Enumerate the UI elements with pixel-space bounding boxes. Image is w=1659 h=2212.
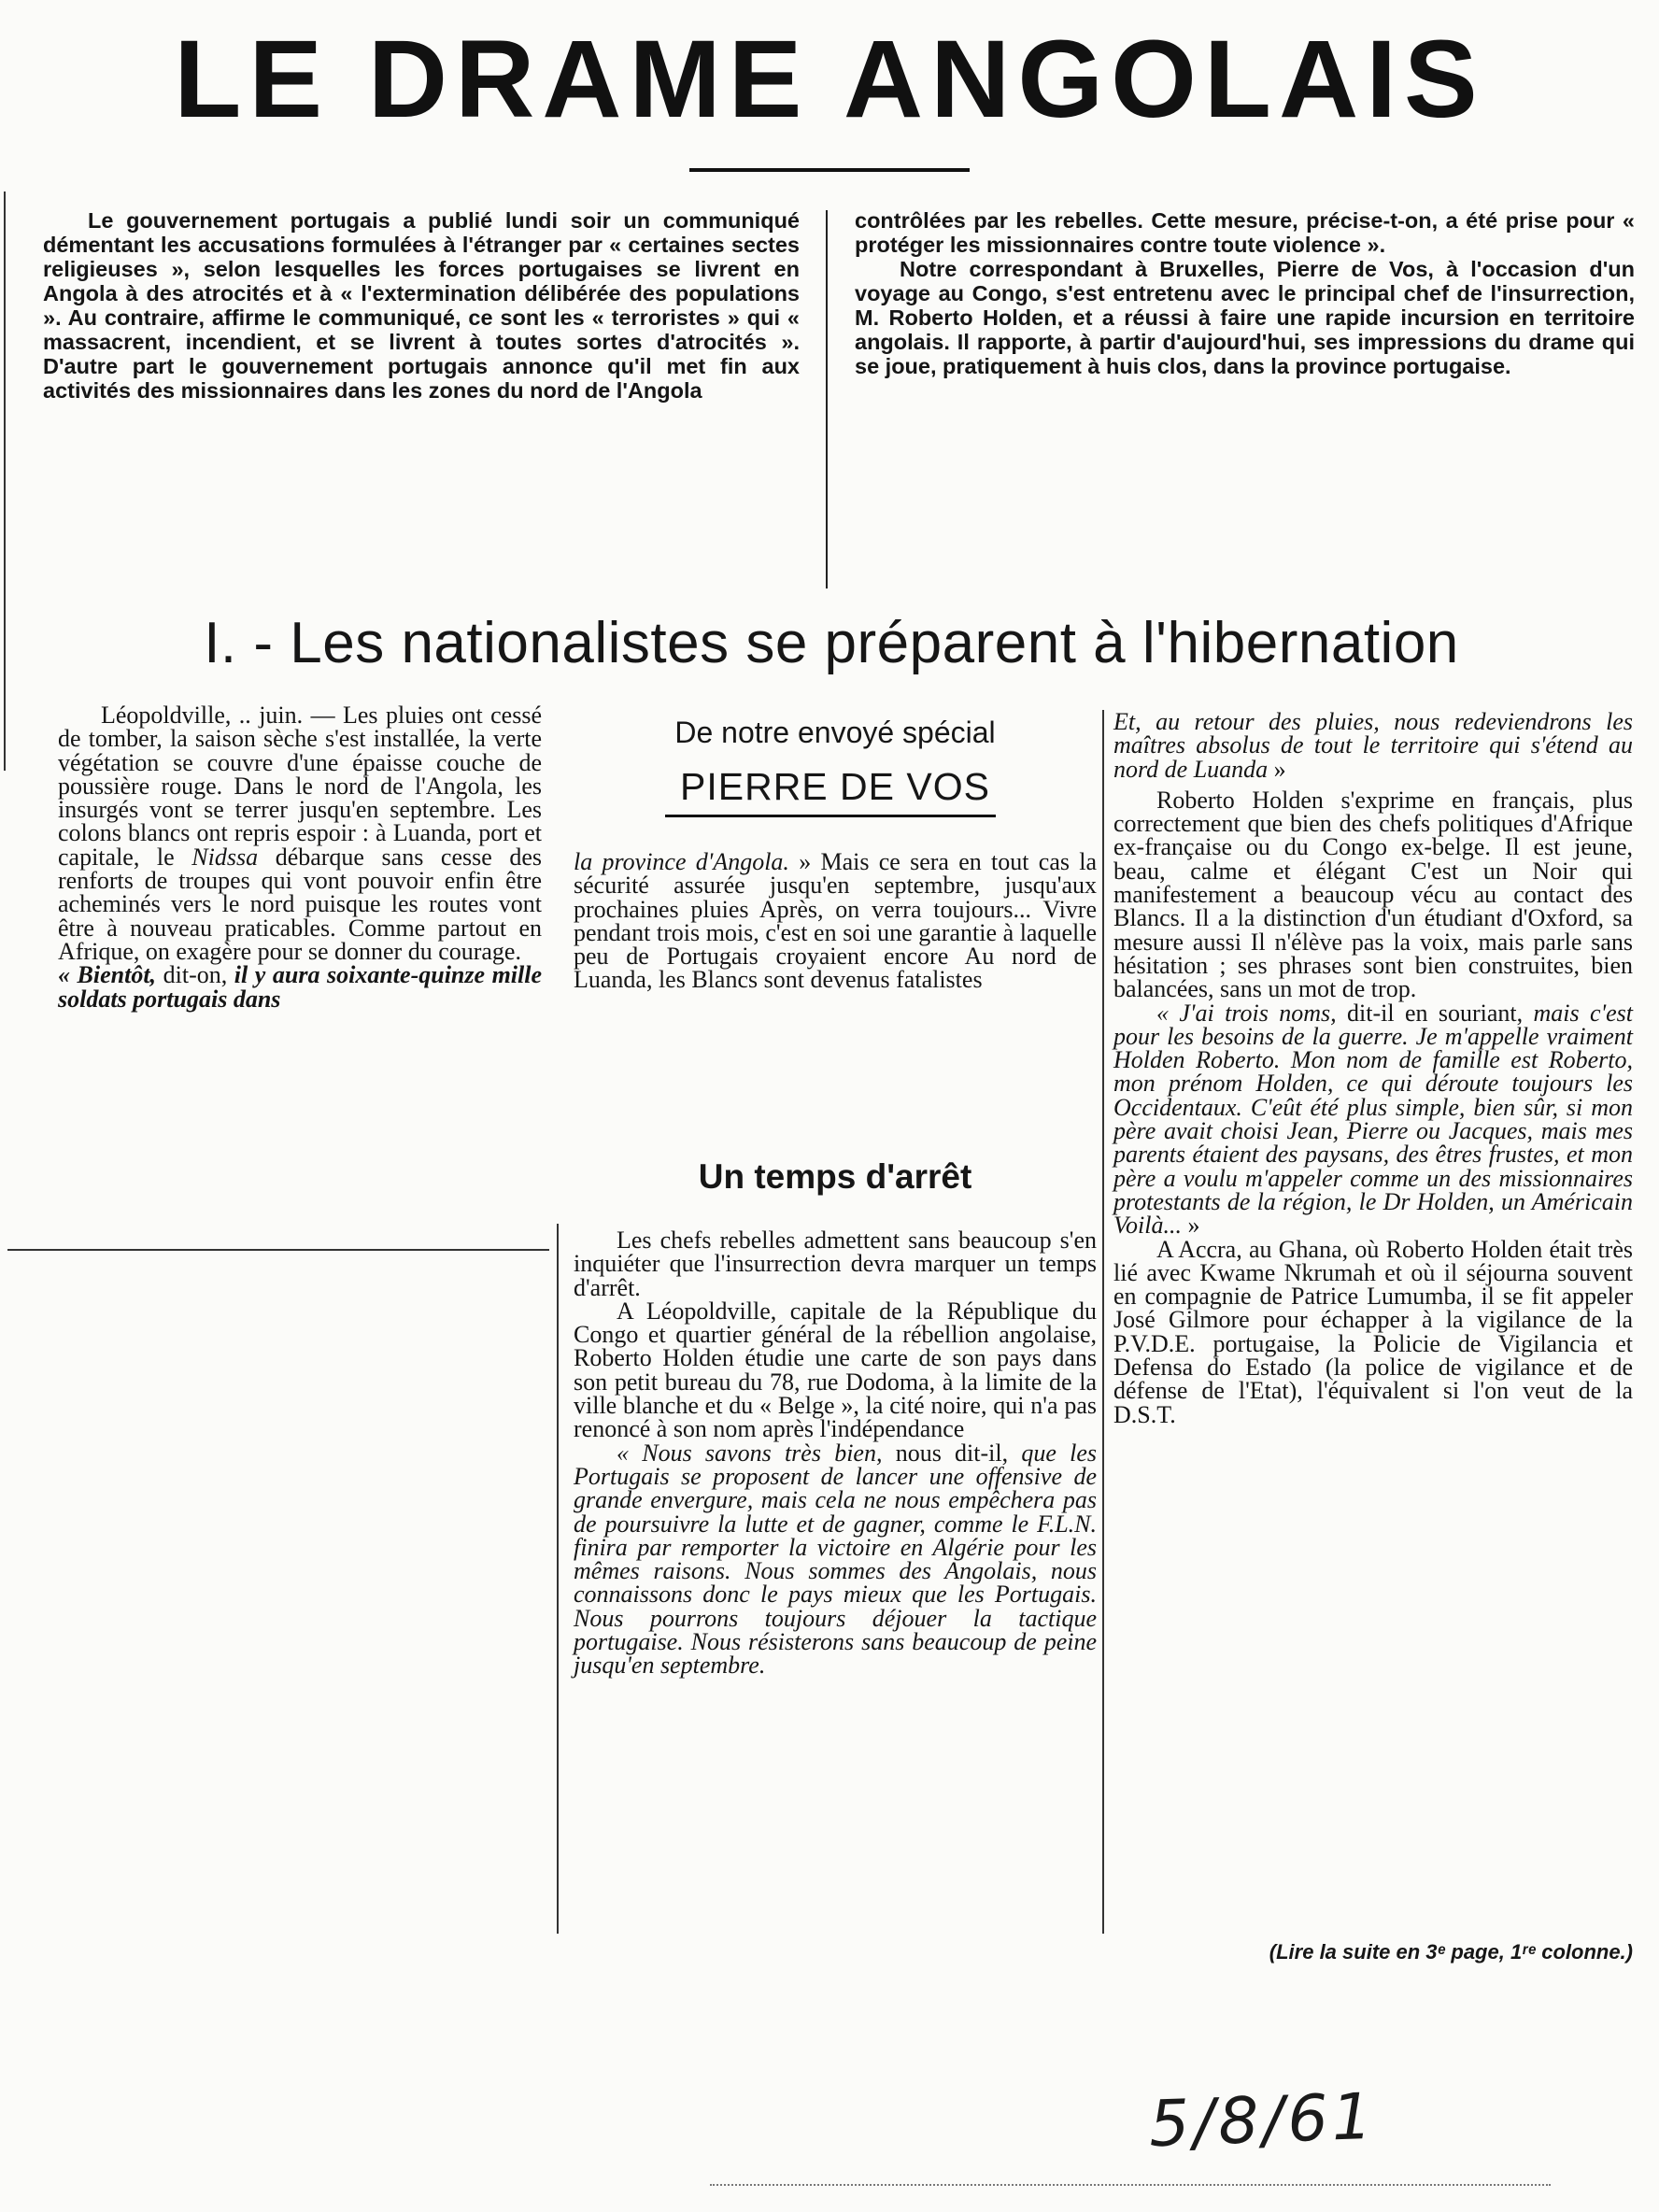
- quote: « Bientôt,: [58, 961, 157, 989]
- intro-continuation: contrôlées par les rebelles. Cette mesure, précise-t-on, a été prise pour « protéger les missionnaires contre toute violence ».: [855, 208, 1635, 257]
- intro-right: [855, 208, 1635, 378]
- paragraph: Les chefs rebelles admettent sans beaucoup s'en inquiéter que l'insurrection devra marquer un temps d'arrêt.: [574, 1227, 1097, 1301]
- article-column-2: [574, 1228, 1097, 1678]
- handwritten-date: 5/8/61: [1147, 2079, 1378, 2162]
- byline-name: PIERRE DE VOS: [680, 765, 990, 808]
- paragraph: A Accra, au Ghana, où Roberto Holden était très lié avec Kwame Nkrumah et où il séjourna souvent en compagnie de Patrice Lumumba, il se fit appeler José Gilmore pour échapper à la vigilance de la P.V.D.E. portugaise, la Policie de Vigilancia et Defensa do Estado (la police de vigilance et de défense de l'Etat), l'équivalent si l'on veut de la D.S.T.: [1113, 1235, 1633, 1428]
- quote: que les Portugais se proposent de lancer une offensive de grande envergure, mais cela ne nous empêchera pas de poursuivre la lutte et de gagner, comme le F.L.N. finira par remporter la victoire en Algérie pour les mêmes raisons. Nous sommes des Angolais, nous connaissons donc le pays mieux que les Portugais. Nous pourrons toujours déjouer la tactique portugaise. Nous résisterons sans beaucoup de peine jusqu'en septembre.: [574, 1439, 1098, 1680]
- quote: « J'ai trois noms,: [1156, 999, 1337, 1027]
- column-rule: [7, 1249, 549, 1251]
- paragraph: [574, 1441, 1097, 1678]
- text: Léopoldville, .. juin. — Les pluies ont cessé de tomber, la saison sèche s'est installée, la verte végétation se couvre d'une épaisse couche de poussière rouge. Dans le nord de l'Angola, les insurgés vont se terrer jusqu'en septembre. Les colons blancs ont repris espoir : à Luanda, port et capitale, le: [58, 702, 542, 871]
- text: débarque sans cesse des renforts de troupes qui vont pouvoir enfin être acheminés vers le nord puisque les routes vont être à nouveau praticables. Comme partout en Afrique, on exagère pour se donner du courage.: [58, 843, 543, 965]
- text: dit-on,: [163, 961, 228, 989]
- quote: Et, au retour des pluies, nous redeviendrons les maîtres absolus de tout le territoire qui s'étend au nord de Luanda: [1113, 708, 1633, 783]
- column-rule: [1102, 710, 1104, 1934]
- article-subhead: I. - Les nationalistes se préparent à l'hibernation: [204, 611, 1459, 675]
- headline-rule: [689, 168, 970, 172]
- paragraph: [574, 850, 1097, 992]
- text: dit-il en souriant,: [1347, 999, 1524, 1027]
- scan-edge: [710, 2184, 1551, 2186]
- text: nous dit-il,: [895, 1439, 1009, 1467]
- paragraph: [58, 963, 542, 1011]
- headline: LE DRAME ANGOLAIS: [174, 18, 1485, 141]
- article-column-2-top: [574, 850, 1097, 992]
- intro-left: [43, 208, 800, 403]
- quote: « Nous savons très bien,: [617, 1439, 883, 1467]
- byline-kicker: De notre envoyé spécial: [674, 716, 996, 749]
- paragraph: Roberto Holden s'exprime en français, plus correctement que bien des chefs politiques d'Afrique ex-française ou du Congo ex-belge. Il est jeune, beau, calme et élégant C'est un Noir qui manifestement a beaucoup vécu au contact des Blancs. Il a la distinction d'un étudiant d'Oxford, sa mesure aussi Il n'élève pas la voix, mais parle sans hésitation ; ses phrases sont bien construites, bien balancées, sans un mot de trop.: [1113, 786, 1633, 1003]
- paragraph: [1113, 710, 1633, 781]
- quote: il y aura soixante-quinze mille soldats portugais dans: [58, 961, 543, 1013]
- text: »: [1187, 1212, 1200, 1240]
- paragraph: [1113, 1001, 1633, 1238]
- quote: mais c'est pour les besoins de la guerre. Je m'appelle vraiment Holden Roberto. Mon nom de famille est Roberto, mon prénom Holden, ce qui déroute toujours les Occidentaux. C'eût été plus simple, bien sûr, si mon père avait choisi Jean, Pierre ou Jacques, mais mes parents étaient des paysans, des êtres frustes, et mon père a voulu m'appeler comme un des missionnaires protestants de la région, le Dr Holden, un Américain Voilà...: [1113, 999, 1634, 1240]
- continued-notice: (Lire la suite en 3ᵉ page, 1ʳᵉ colonne.): [1269, 1940, 1633, 1964]
- column-rule: [4, 191, 6, 771]
- ship-name: Nidssa: [191, 843, 259, 871]
- paragraph: [58, 703, 542, 963]
- intro-paragraph: Le gouvernement portugais a publié lundi soir un communiqué démentant les accusations formulées à l'étranger par « certaines sectes religieuses », selon lesquelles les forces portugaises se livrent en Angola à des atrocités et à « l'extermination délibérée des populations ». Au contraire, affirme le communiqué, ce sont les « terroristes » qui « massacrent, incendient, et se livrent à toutes sortes d'atrocités ». D'autre part le gouvernement portugais annonce qu'il met fin aux activités des missionnaires dans les zones du nord de l'Angola: [43, 208, 800, 403]
- column-rule: [826, 210, 828, 588]
- column-rule: [557, 1224, 559, 1934]
- article-column-1: [58, 703, 542, 1011]
- intro-paragraph: Notre correspondant à Bruxelles, Pierre de Vos, à l'occasion d'un voyage au Congo, s'est entretenu avec le principal chef de l'insurrection, M. Roberto Holden, et a réussi à faire une rapide incursion en territoire angolais. Il rapporte, à partir d'aujourd'hui, ses impressions du drame qui se joue, pratiquement à huis clos, dans la province portugaise.: [855, 257, 1635, 378]
- byline-rule: [665, 815, 996, 817]
- paragraph: A Léopoldville, capitale de la République du Congo et quartier général de la rébellion angolaise, Roberto Holden étudie une carte de son pays dans son petit bureau du 78, rue Dodoma, à la limite de la ville blanche et du « Belge », la cité noire, qui n'a pas renoncé à son nom après l'indépendance: [574, 1297, 1097, 1443]
- text: »: [1273, 755, 1286, 783]
- article-column-3: [1113, 710, 1633, 1426]
- text: » Mais ce sera en tout cas la sécurité assurée jusqu'en septembre, jusqu'aux prochaines pluies Après, on verra toujours... Vivre pendant trois mois, c'est en soi une garantie à laquelle peu de Portugais croyaient encore Au nord de Luanda, les Blancs sont devenus fatalistes: [574, 848, 1098, 994]
- quote: la province d'Angola.: [574, 848, 789, 875]
- section-heading: Un temps d'arrêt: [698, 1157, 972, 1196]
